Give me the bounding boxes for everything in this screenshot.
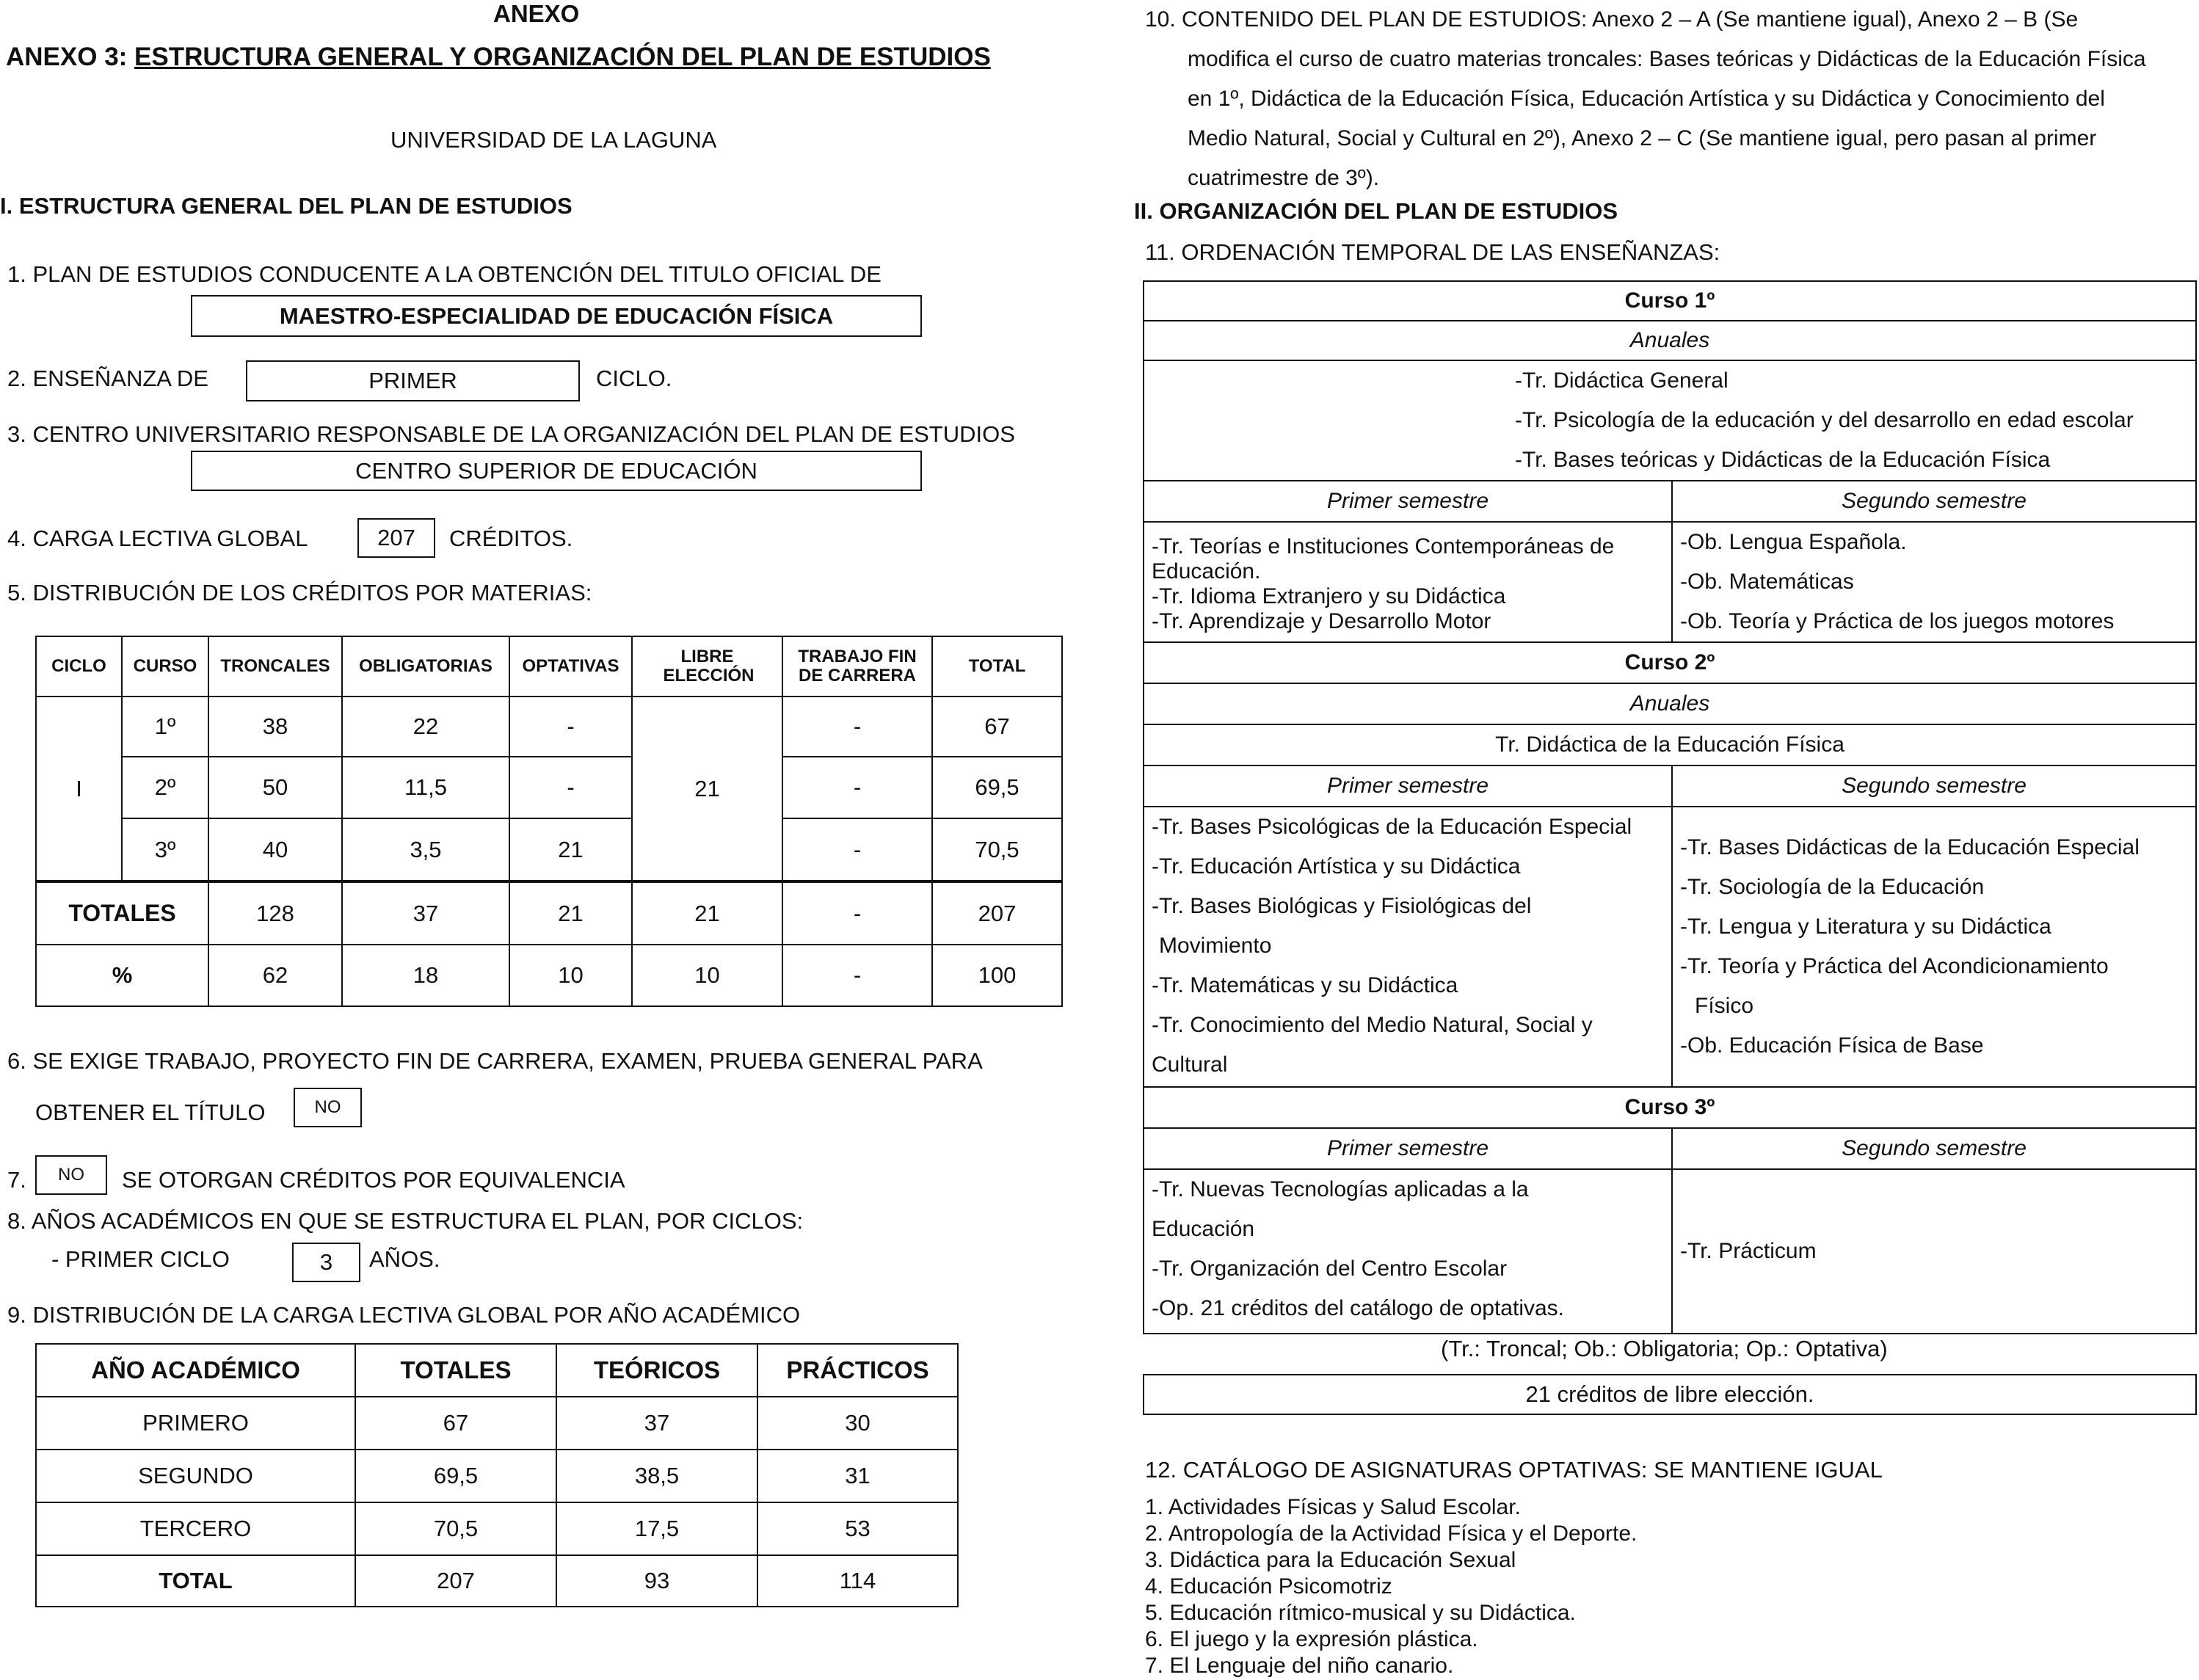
list-item: -Tr. Didáctica General — [1515, 368, 1729, 393]
col-header: TRONCALES — [208, 636, 342, 697]
item9-text: 9. DISTRIBUCIÓN DE LA CARGA LECTIVA GLOBAL POR AÑO ACADÉMICO — [7, 1302, 801, 1328]
curso1-s2-cell — [1672, 522, 2196, 642]
list-item: -Tr. Organización del Centro Escolar — [1152, 1257, 1508, 1281]
cell: 40 — [208, 818, 342, 881]
list-item: -Ob. Educación Física de Base — [1680, 1033, 1984, 1058]
cell: 3º — [122, 818, 208, 881]
col-header: PRÁCTICOS — [757, 1344, 958, 1397]
cell: 128 — [208, 881, 342, 945]
cell: 70,5 — [932, 818, 1062, 881]
cell: 62 — [208, 945, 342, 1006]
cell: 67 — [355, 1397, 556, 1450]
curso1-s1-cell — [1144, 522, 1672, 642]
semester-label: Primer semestre — [1144, 1128, 1672, 1169]
table-row — [36, 1502, 958, 1555]
col-header: CURSO — [122, 636, 208, 697]
cell: 21 — [632, 881, 782, 945]
cell: 53 — [757, 1502, 958, 1555]
item6-text-2: OBTENER EL TÍTULO — [35, 1099, 266, 1125]
list-item: -Tr. Conocimiento del Medio Natural, Social y — [1152, 1013, 1593, 1037]
curso3-s1-cell — [1144, 1169, 1672, 1334]
cell: 70,5 — [355, 1502, 556, 1555]
cell: 3,5 — [342, 818, 509, 881]
anexo3-prefix: ANEXO 3: — [6, 43, 128, 71]
abbreviation-legend: (Tr.: Troncal; Ob.: Obligatoria; Op.: Optativa) — [1441, 1336, 1888, 1361]
list-item: -Tr. Bases Biológicas y Fisiológicas del — [1152, 894, 1532, 918]
cycle-box — [246, 360, 580, 401]
anuales-label: Anuales — [1144, 321, 2196, 360]
credits-distribution-table — [35, 636, 1063, 1007]
list-item: -Tr. Bases Psicológicas de la Educación Especial — [1152, 815, 1632, 839]
cell: - — [782, 881, 932, 945]
item2-text: 2. ENSEÑANZA DE — [7, 366, 208, 391]
cell: 31 — [757, 1450, 958, 1502]
semester-label: Segundo semestre — [1672, 481, 2196, 522]
percent-label: % — [36, 945, 208, 1006]
degree-title-box — [191, 295, 922, 337]
item10-line: cuatrimestre de 3º). — [1188, 166, 1380, 190]
cell: PRIMERO — [36, 1397, 355, 1450]
list-item: 2. Antropología de la Actividad Física y el Deporte. — [1145, 1521, 1638, 1546]
percent-row — [36, 945, 1062, 1006]
cell: 207 — [355, 1555, 556, 1607]
list-item: -Tr. Lengua y Literatura y su Didáctica — [1680, 914, 2051, 939]
libre-cell: 21 — [632, 697, 782, 881]
item12-text: 12. CATÁLOGO DE ASIGNATURAS OPTATIVAS: SE MANTIENE IGUAL — [1145, 1457, 1883, 1483]
col-header — [782, 636, 932, 697]
table-row — [36, 1397, 958, 1450]
credits-value: 207 — [377, 525, 415, 550]
totals-row — [36, 881, 1062, 945]
curso1-header: Curso 1º — [1144, 281, 2196, 321]
cell: - — [509, 697, 632, 757]
cell: 100 — [932, 945, 1062, 1006]
years-box — [292, 1243, 360, 1282]
curso2-s1-cell — [1144, 807, 1672, 1087]
cell: 30 — [757, 1397, 958, 1450]
list-item: -Tr. Aprendizaje y Desarrollo Motor — [1152, 609, 1491, 633]
col-header — [632, 636, 782, 697]
cell: 67 — [932, 697, 1062, 757]
temporal-ordering-table — [1143, 280, 2197, 1334]
list-item: -Tr. Matemáticas y su Didáctica — [1152, 973, 1458, 997]
list-item: -Tr. Sociología de la Educación — [1680, 875, 1985, 899]
cell: 207 — [932, 881, 1062, 945]
totals-label: TOTALES — [36, 881, 208, 945]
cell: 114 — [757, 1555, 958, 1607]
item1-text: 1. PLAN DE ESTUDIOS CONDUCENTE A LA OBTENCIÓN DEL TITULO OFICIAL DE — [7, 261, 882, 287]
cell: 21 — [509, 881, 632, 945]
col-header: AÑO ACADÉMICO — [36, 1344, 355, 1397]
optional-catalog-list — [1145, 1494, 1637, 1679]
item4-text: 4. CARGA LECTIVA GLOBAL — [7, 526, 308, 551]
curso3-s2-cell: -Tr. Prácticum — [1672, 1169, 2196, 1334]
list-item: -Op. 21 créditos del catálogo de optativas. — [1152, 1296, 1565, 1320]
cell: 10 — [632, 945, 782, 1006]
list-item: 4. Educación Psicomotriz — [1145, 1574, 1392, 1599]
item11-text: 11. ORDENACIÓN TEMPORAL DE LAS ENSEÑANZAS: — [1145, 239, 1720, 265]
academic-load-table — [35, 1343, 959, 1607]
cell: 17,5 — [556, 1502, 757, 1555]
cell: 1º — [122, 697, 208, 757]
equivalence-box — [35, 1155, 107, 1195]
col-header-text: LIBRE ELECCIÓN — [663, 647, 755, 686]
university-name: UNIVERSIDAD DE LA LAGUNA — [390, 127, 717, 153]
col-header: OPTATIVAS — [509, 636, 632, 697]
list-item: -Tr. Idioma Extranjero y su Didáctica — [1152, 584, 1506, 608]
semester-label: Segundo semestre — [1672, 1128, 2196, 1169]
table-row — [36, 1450, 958, 1502]
item7-number: 7. — [7, 1167, 26, 1193]
list-item: 5. Educación rítmico-musical y su Didáctica. — [1145, 1601, 1576, 1625]
col-header: TOTALES — [355, 1344, 556, 1397]
cell: 10 — [509, 945, 632, 1006]
curso3-header: Curso 3º — [1144, 1087, 2196, 1128]
list-item: -Tr. Bases teóricas y Didácticas de la Educación Física — [1515, 448, 2051, 472]
curso2-anual-cell: Tr. Didáctica de la Educación Física — [1144, 724, 2196, 766]
list-item: -Ob. Teoría y Práctica de los juegos motores — [1680, 609, 2115, 633]
list-item: 3. Didáctica para la Educación Sexual — [1145, 1548, 1516, 1572]
degree-title: MAESTRO-ESPECIALIDAD DE EDUCACIÓN FÍSICA — [279, 302, 834, 329]
list-item: Físico — [1695, 994, 1754, 1018]
list-item: Movimiento — [1159, 934, 1272, 958]
cell: 38 — [208, 697, 342, 757]
item7-text: SE OTORGAN CRÉDITOS POR EQUIVALENCIA — [122, 1167, 625, 1193]
cell: 37 — [342, 881, 509, 945]
cell: 22 — [342, 697, 509, 757]
center-box — [191, 451, 922, 491]
equivalence-value: NO — [58, 1165, 84, 1185]
cell: - — [509, 757, 632, 818]
list-item: 1. Actividades Físicas y Salud Escolar. — [1145, 1495, 1521, 1519]
list-item: -Ob. Matemáticas — [1680, 570, 1854, 594]
table-row — [36, 757, 1062, 818]
years-value: 3 — [319, 1249, 333, 1275]
cell: 38,5 — [556, 1450, 757, 1502]
cell: SEGUNDO — [36, 1450, 355, 1502]
list-item: -Tr. Bases Didácticas de la Educación Especial — [1680, 835, 2140, 859]
semester-label: Segundo semestre — [1672, 766, 2196, 807]
anuales-label: Anuales — [1144, 683, 2196, 724]
item4-suffix: CRÉDITOS. — [449, 526, 573, 551]
list-item: 7. El Lenguaje del niño canario. — [1145, 1654, 1454, 1678]
cell: 93 — [556, 1555, 757, 1607]
col-header: TEÓRICOS — [556, 1344, 757, 1397]
anexo-heading: ANEXO — [493, 0, 580, 27]
exam-required-box — [294, 1088, 362, 1127]
item5-text: 5. DISTRIBUCIÓN DE LOS CRÉDITOS POR MATERIAS: — [7, 580, 592, 606]
item3-text: 3. CENTRO UNIVERSITARIO RESPONSABLE DE LA ORGANIZACIÓN DEL PLAN DE ESTUDIOS — [7, 421, 1015, 447]
item10-line: en 1º, Didáctica de la Educación Física, Educación Artística y su Didáctica y Conocimiento del — [1188, 87, 2105, 111]
item6-text: 6. SE EXIGE TRABAJO, PROYECTO FIN DE CARRERA, EXAMEN, PRUEBA GENERAL PARA — [7, 1048, 983, 1074]
list-item: Cultural — [1152, 1052, 1228, 1077]
credits-box — [357, 518, 435, 558]
semester-label: Primer semestre — [1144, 766, 1672, 807]
list-item: Educación — [1152, 1217, 1255, 1241]
table-row — [36, 818, 1062, 881]
anexo3-heading — [6, 43, 991, 72]
center-value: CENTRO SUPERIOR DE EDUCACIÓN — [355, 457, 757, 484]
total-row — [36, 1555, 958, 1607]
item8-suffix: AÑOS. — [369, 1246, 440, 1272]
total-label: TOTAL — [36, 1555, 355, 1607]
col-header: CICLO — [36, 636, 122, 697]
cell: 69,5 — [932, 757, 1062, 818]
item8-text: 8. AÑOS ACADÉMICOS EN QUE SE ESTRUCTURA EL PLAN, POR CICLOS: — [7, 1208, 804, 1234]
col-header-text: TRABAJO FIN DE CARRERA — [798, 647, 917, 686]
list-item: -Tr. Psicología de la educación y del desarrollo en edad escolar — [1515, 408, 2134, 432]
item10-line: Medio Natural, Social y Cultural en 2º), Anexo 2 – C (Se mantiene igual, pero pasan al primer — [1188, 126, 2097, 150]
item8-sub: - PRIMER CICLO — [51, 1246, 230, 1272]
cell: 37 — [556, 1397, 757, 1450]
section1-heading: I. ESTRUCTURA GENERAL DEL PLAN DE ESTUDIOS — [0, 193, 573, 219]
list-item: -Tr. Nuevas Tecnologías aplicadas a la — [1152, 1177, 1529, 1201]
cell: - — [782, 757, 932, 818]
semester-label: Primer semestre — [1144, 481, 1672, 522]
curso2-header: Curso 2º — [1144, 642, 2196, 683]
item10-line: modifica el curso de cuatro materias troncales: Bases teóricas y Didácticas de la Educación Física — [1188, 47, 2146, 71]
list-item: 6. El juego y la expresión plástica. — [1145, 1627, 1478, 1651]
curso1-anuales-cell — [1144, 360, 2196, 481]
cell: - — [782, 697, 932, 757]
cell: 11,5 — [342, 757, 509, 818]
cell: 50 — [208, 757, 342, 818]
col-header: TOTAL — [932, 636, 1062, 697]
list-item: -Tr. Teorías e Instituciones Contemporáneas de — [1152, 534, 1615, 559]
libre-eleccion-box — [1143, 1374, 2197, 1415]
cell: - — [782, 818, 932, 881]
cell: 69,5 — [355, 1450, 556, 1502]
col-header: OBLIGATORIAS — [342, 636, 509, 697]
item10-block — [1145, 0, 2146, 198]
section2-heading: II. ORGANIZACIÓN DEL PLAN DE ESTUDIOS — [1134, 198, 1618, 224]
list-item: -Ob. Lengua Española. — [1680, 530, 1907, 554]
cell: TERCERO — [36, 1502, 355, 1555]
cell: - — [782, 945, 932, 1006]
anexo3-title: ESTRUCTURA GENERAL Y ORGANIZACIÓN DEL PLAN DE ESTUDIOS — [134, 43, 991, 71]
table-row — [36, 697, 1062, 757]
cell: 18 — [342, 945, 509, 1006]
list-item: Educación. — [1152, 559, 1261, 583]
cell: 2º — [122, 757, 208, 818]
item10-line: 10. CONTENIDO DEL PLAN DE ESTUDIOS: Anexo 2 – A (Se mantiene igual), Anexo 2 – B (Se — [1145, 7, 2079, 32]
ciclo-cell: I — [36, 697, 122, 881]
libre-eleccion-text: 21 créditos de libre elección. — [1525, 1381, 1814, 1407]
exam-required-value: NO — [314, 1097, 341, 1117]
item2-suffix: CICLO. — [596, 366, 672, 391]
cell: 21 — [509, 818, 632, 881]
curso2-s2-cell — [1672, 807, 2196, 1087]
list-item: -Tr. Teoría y Práctica del Acondicionamiento — [1680, 954, 2109, 978]
cycle-value: PRIMER — [368, 368, 457, 393]
list-item: -Tr. Educación Artística y su Didáctica — [1152, 854, 1521, 879]
